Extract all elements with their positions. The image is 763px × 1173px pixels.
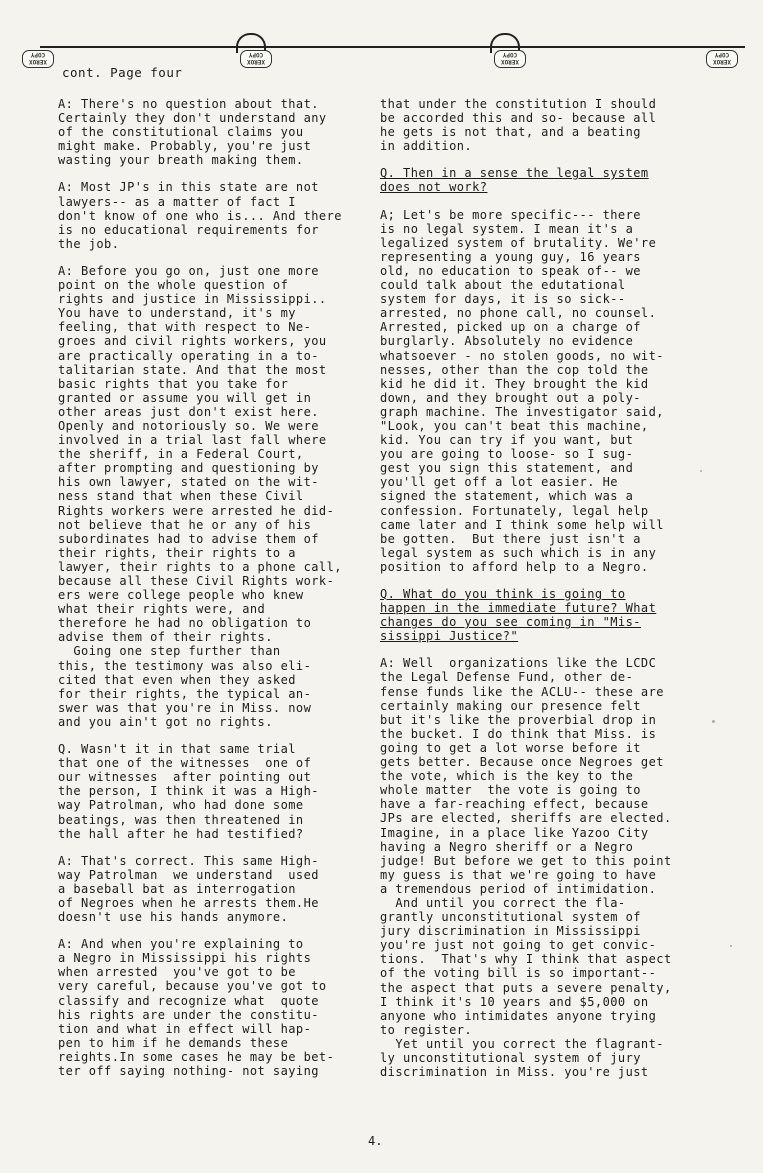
text-line: whole matter the vote is going to [380,783,641,798]
text-line: a baseball bat as interrogation [58,881,296,896]
text-line: but it's like the proverbial drop in [380,712,657,727]
text-line: Imagine, in a place like Yazoo City [380,825,649,840]
text-line: he gets is not that, and a beating [380,125,641,140]
text-line: A: Before you go on, just one more [58,263,319,278]
text-line: A: Well organizations like the LCDC [380,656,657,671]
text-line: Openly and notoriously so. We were [58,418,319,433]
text-line: "Look, you can't beat this machine, [380,418,649,433]
text-line: whatsoever - no stolen goods, no wit- [380,348,664,363]
text-line: might make. Probably, you're just [58,139,312,154]
text-line: kid. You can try if you want, but [380,433,634,448]
xerox-stamp: XEROX COPY [240,50,272,68]
text-line: classify and recognize what quote [58,993,319,1008]
text-line: rights and justice in Mississippi.. [58,292,327,307]
text-line: A: Most JP's in this state are not [58,180,319,195]
text-line: the sheriff, in a Federal Court, [58,447,304,462]
text-line: be accorded this and so- because all [380,111,657,126]
text-line: old, no education to speak of-- we [380,263,641,278]
text-line: Rights workers were arrested he did- [58,503,335,518]
text-line: legalized system of brutality. We're [380,235,657,250]
text-line: arrested, no phone call, no counsel. [380,306,657,321]
text-line: our witnesses after pointing out [58,770,312,785]
text-line: involved in a trial last fall where [58,433,327,448]
text-line: beatings, was then threatened in [58,812,304,827]
text-line: signed the statement, which was a [380,489,634,504]
page-header: cont. Page four [62,65,183,80]
text-line: pen to him if he demands these [58,1035,289,1050]
paragraph-gap [380,643,740,656]
text-line: after prompting and questioning by [58,461,319,476]
text-line: and you ain't got no rights. [58,714,273,729]
text-line: ness stand that when these Civil [58,489,304,504]
text-line: ers were college people who knew [58,588,304,603]
text-line: ter off saying nothing- not saying [58,1064,319,1078]
text-line: I think it's 10 years and $5,000 on [380,994,649,1009]
text-line: the aspect that puts a severe penalty, [380,980,672,995]
text-line: representing a young guy, 16 years [380,249,641,264]
text-line: the job. [58,236,120,251]
text-line: because all these Civil Rights work- [58,574,335,588]
text-line: point on the whole question of [58,278,289,293]
text-line: reights.In some cases he may be bet- [58,1049,335,1064]
text-line: going to get a lot worse before it [380,740,641,755]
text-line: cited that even when they asked [58,672,296,687]
text-line: burglarly. Absolutely no evidence [380,334,634,349]
paragraph-gap [380,153,740,166]
text-line: grantly unconstitutional system of [380,910,641,925]
xerox-stamp: XEROX COPY [494,50,526,68]
paragraph-gap [58,924,376,937]
text-line: changes do you see coming in "Mis- [380,615,641,630]
text-line: system for days, it is so sick-- [380,292,626,307]
text-line: A: That's correct. This same High- [58,853,319,868]
text-line: anyone who intimidates anyone trying [380,1008,657,1023]
scan-speck [700,470,702,472]
paragraph-gap [58,729,376,742]
text-line: that one of the witnesses one of [58,756,312,771]
text-line: Arrested, picked up on a charge of [380,320,641,335]
text-line: swer was that you're in Miss. now [58,700,312,715]
paragraph-gap [58,841,376,854]
text-line: gets better. Because once Negroes get [380,755,664,770]
text-line: A; Let's be more specific--- there [380,207,641,222]
text-line: happen in the immediate future? What [380,601,657,616]
text-line: therefore he had no obligation to [58,616,312,631]
text-line: the bucket. I do think that Miss. is [380,726,657,741]
text-line: confession. Fortunately, legal help [380,503,649,518]
text-line: could talk about the edutational [380,278,626,293]
text-line: Going one step further than [58,644,281,659]
paragraph-gap [380,195,740,208]
text-line: graph machine. The investigator said, [380,404,664,419]
text-line: sissippi Justice?" [380,629,519,644]
text-line: what their rights were, and [58,602,266,617]
text-line: certainly making our presence felt [380,698,641,713]
text-line: lawyers-- as a matter of fact I [58,194,296,209]
text-line: are practically operating in a to- [58,348,319,363]
text-line: you're just not going to get convic- [380,938,657,953]
text-line: legal system as such which is in any [380,545,657,560]
text-line: basic rights that you take for [58,376,289,391]
text-line: of the voting bill is so important-- [380,966,657,981]
top-rule [40,46,745,48]
text-line: subordinates had to advise them of [58,531,319,546]
text-line: is no legal system. I mean it's a [380,221,634,236]
text-line: in addition. [380,139,473,154]
text-line: down, and they brought out a poly- [380,390,641,405]
text-line: my guess is that we're going to have [380,867,657,882]
text-line: of the constitutional claims you [58,125,304,140]
text-line: Yet until you correct the flagrant- [380,1036,664,1051]
text-line: A: There's no question about that. [58,97,319,111]
scan-speck [712,720,715,723]
xerox-stamp: XEROX COPY [706,50,738,68]
text-line: talitarian state. And that the most [58,362,327,377]
xerox-stamp: XEROX COPY [22,50,54,68]
text-line: ly unconstitutional system of jury [380,1051,641,1065]
text-line: advise them of their rights. [58,630,273,645]
text-line: Q. Wasn't it in that same trial [58,742,296,757]
text-line: that under the constitution I should [380,97,657,111]
text-line: his own lawyer, stated on the wit- [58,475,319,490]
page-number: 4. [368,1134,383,1148]
text-line: to register. [380,1022,473,1037]
text-line: fense funds like the ACLU-- these are [380,684,664,699]
text-line: Q. What do you think is going to [380,587,626,601]
text-line: doesn't use his hands anymore. [58,910,289,925]
text-line: you are going to loose- so I sug- [380,447,634,462]
text-line: Certainly they don't understand any [58,111,327,126]
text-line: tions. That's why I think that aspect [380,952,672,967]
text-line: You have to understand, it's my [58,306,296,321]
text-line: way Patrolman, who had done some [58,798,304,813]
text-line: for their rights, the typical an- [58,686,312,701]
text-line: Q. Then in a sense the legal system [380,166,649,181]
text-line: other areas just don't exist here. [58,404,319,419]
text-line: not believe that he or any of his [58,517,312,532]
text-line: judge! But before we get to this point [380,853,672,868]
text-line: having a Negro sheriff or a Negro [380,839,634,854]
text-line: their rights, their rights to a [58,545,296,560]
text-line: nesses, other than the cop told the [380,362,649,377]
text-line: jury discrimination in Mississippi [380,924,641,939]
paragraph-gap [380,574,740,587]
text-line: feeling, that with respect to Ne- [58,320,312,335]
text-line: the vote, which is the key to the [380,769,634,784]
text-line: gest you sign this statement, and [380,461,634,476]
text-line: discrimination in Miss. you're just [380,1065,649,1080]
text-line: the hall after he had testified? [58,826,304,841]
text-line: granted or assume you will get in [58,390,312,405]
text-line: of Negroes when he arrests them.He [58,895,319,910]
text-line: tion and what in effect will hap- [58,1021,312,1036]
left-column [58,97,376,1078]
paragraph-gap [58,167,376,180]
text-line: have a far-reaching effect, because [380,797,649,812]
text-line: wasting your breath making them. [58,153,304,168]
text-line: groes and civil rights workers, you [58,334,327,349]
text-line: you'll get off a lot easier. He [380,475,618,490]
text-line: A: And when you're explaining to [58,937,304,952]
text-line: And until you correct the fla- [380,895,626,910]
text-line: be gotten. But there just isn't a [380,531,641,546]
text-line: lawyer, their rights to a phone call, [58,559,342,574]
text-line: way Patrolman we understand used [58,867,319,882]
text-line: the Legal Defense Fund, other de- [380,670,634,685]
text-line: this, the testimony was also eli- [58,658,312,673]
text-line: when arrested you've got to be [58,965,296,980]
scan-speck [730,945,732,947]
text-line: a tremendous period of intimidation. [380,881,657,896]
text-line: JPs are elected, sheriffs are elected. [380,811,672,826]
text-line: came later and I think some help will [380,517,664,532]
text-line: position to afford help to a Negro. [380,559,649,574]
text-line: his rights are under the constitu- [58,1007,319,1022]
text-line: don't know of one who is... And there [58,208,342,223]
text-line: does not work? [380,180,488,195]
paragraph-gap [58,251,376,264]
text-line: the person, I think it was a High- [58,784,319,799]
text-line: kid he did it. They brought the kid [380,376,649,391]
text-line: is no educational requirements for [58,222,319,237]
right-column [380,97,740,1079]
text-line: very careful, because you've got to [58,979,327,994]
text-line: a Negro in Mississippi his rights [58,951,312,966]
